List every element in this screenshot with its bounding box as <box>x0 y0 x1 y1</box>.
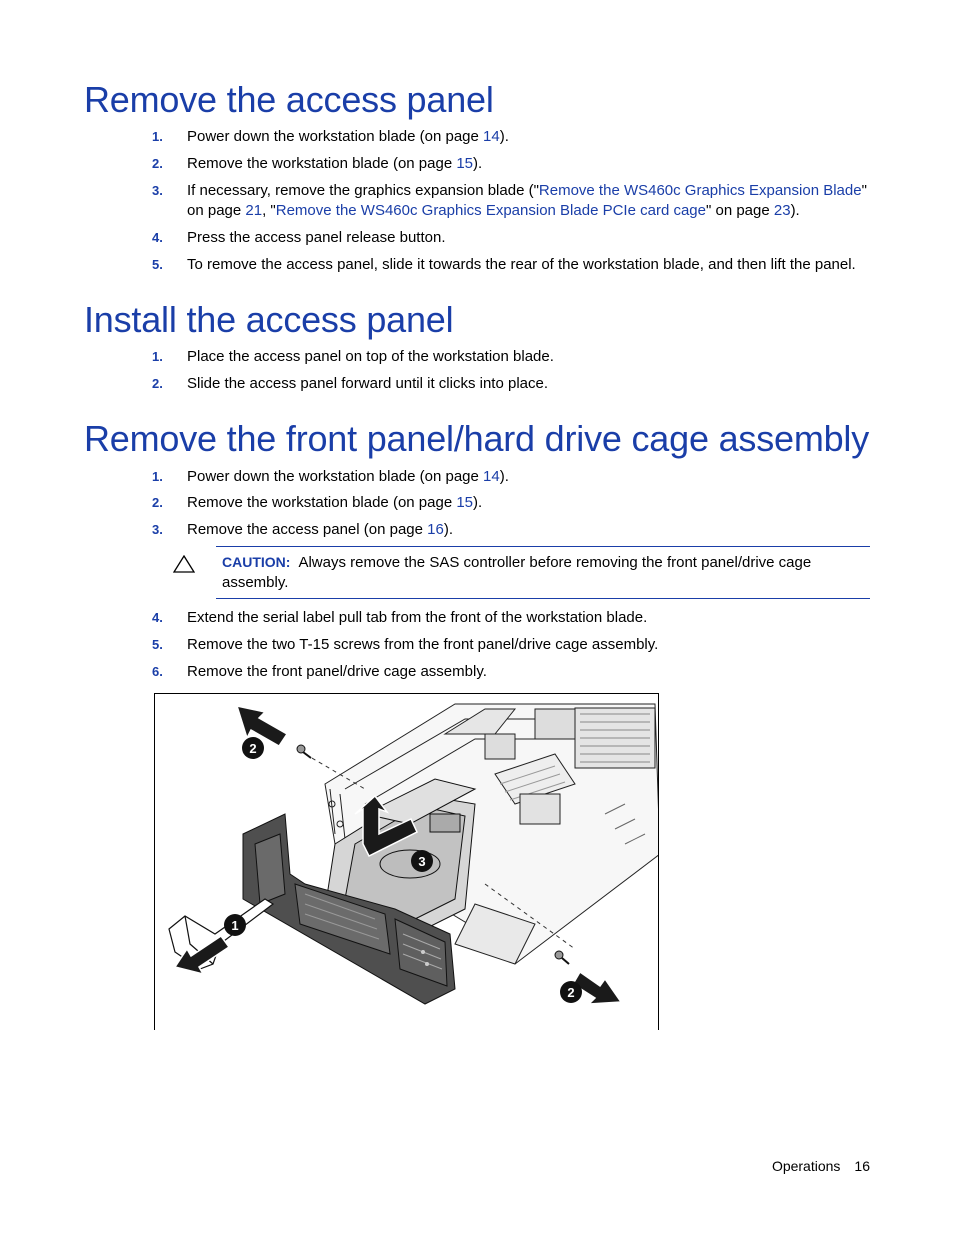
caution-label: CAUTION: <box>222 554 291 570</box>
step-text: Remove the workstation blade (on page <box>187 155 457 172</box>
step-text: Remove the front panel/drive cage assembly. <box>187 663 487 680</box>
step-number: 3. <box>152 522 163 537</box>
callout-2-bottom: 2 <box>567 985 575 1000</box>
step-text: Place the access panel on top of the workstation blade. <box>187 348 554 365</box>
section-title-install-access-panel: Install the access panel <box>84 299 454 340</box>
warning-triangle-icon <box>173 555 195 578</box>
section-title-remove-access-panel: Remove the access panel <box>84 79 494 120</box>
section-title-remove-front-panel: Remove the front panel/hard drive cage assembly <box>84 418 870 459</box>
page-link[interactable]: 15 <box>456 494 474 511</box>
step-number: 4. <box>152 610 163 625</box>
page-link[interactable]: 21 <box>245 202 263 219</box>
step-text: Remove the access panel (on page <box>187 521 428 538</box>
step-text: Extend the serial label pull tab from the front of the workstation blade. <box>187 609 648 626</box>
step-number: 5. <box>152 257 163 272</box>
step-text: If necessary, remove the graphics expansion blade (" <box>187 182 539 199</box>
step-number: 3. <box>152 183 163 198</box>
page-link[interactable]: 23 <box>773 202 791 219</box>
illustration-drawing <box>155 694 659 1030</box>
step-text: Remove the two T-15 screws from the front panel/drive cage assembly. <box>187 636 659 653</box>
step-number: 5. <box>152 637 163 652</box>
callout-3: 3 <box>418 854 426 869</box>
step-text: Power down the workstation blade (on page <box>187 128 484 145</box>
step-number: 1. <box>152 349 163 364</box>
link-remove-pcie-card-cage[interactable]: Remove the WS460c Graphics Expansion Blade PCIe card cage <box>275 202 706 219</box>
caution-box <box>216 546 870 599</box>
step-number: 1. <box>152 129 163 144</box>
step-text: Press the access panel release button. <box>187 229 446 246</box>
callout-2-top: 2 <box>249 741 257 756</box>
link-remove-graphics-expansion-blade[interactable]: Remove the WS460c Graphics Expansion Blade <box>538 182 862 199</box>
caution-text: Always remove the SAS controller before removing the front panel/drive cage assembly. <box>222 554 812 591</box>
callout-1: 1 <box>231 918 239 933</box>
step-number: 2. <box>152 376 163 391</box>
step-number: 1. <box>152 469 163 484</box>
step-number: 4. <box>152 230 163 245</box>
step-number: 2. <box>152 156 163 171</box>
step-number: 6. <box>152 664 163 679</box>
step-number: 2. <box>152 495 163 510</box>
page-link[interactable]: 16 <box>427 521 444 538</box>
front-panel-removal-illustration <box>154 693 659 1030</box>
page-footer <box>772 1158 870 1174</box>
step-text: Slide the access panel forward until it clicks into place. <box>187 375 549 392</box>
step-text: Power down the workstation blade (on page <box>187 468 484 485</box>
page-link[interactable]: 14 <box>483 468 500 485</box>
footer-section: Operations <box>771 1158 841 1174</box>
page-number: 16 <box>854 1158 870 1174</box>
page-link[interactable]: 15 <box>456 155 474 172</box>
step-text: To remove the access panel, slide it towards the rear of the workstation blade, and then lift the panel. <box>187 256 856 273</box>
page-link[interactable]: 14 <box>483 128 500 145</box>
step-text: Remove the workstation blade (on page <box>187 494 457 511</box>
